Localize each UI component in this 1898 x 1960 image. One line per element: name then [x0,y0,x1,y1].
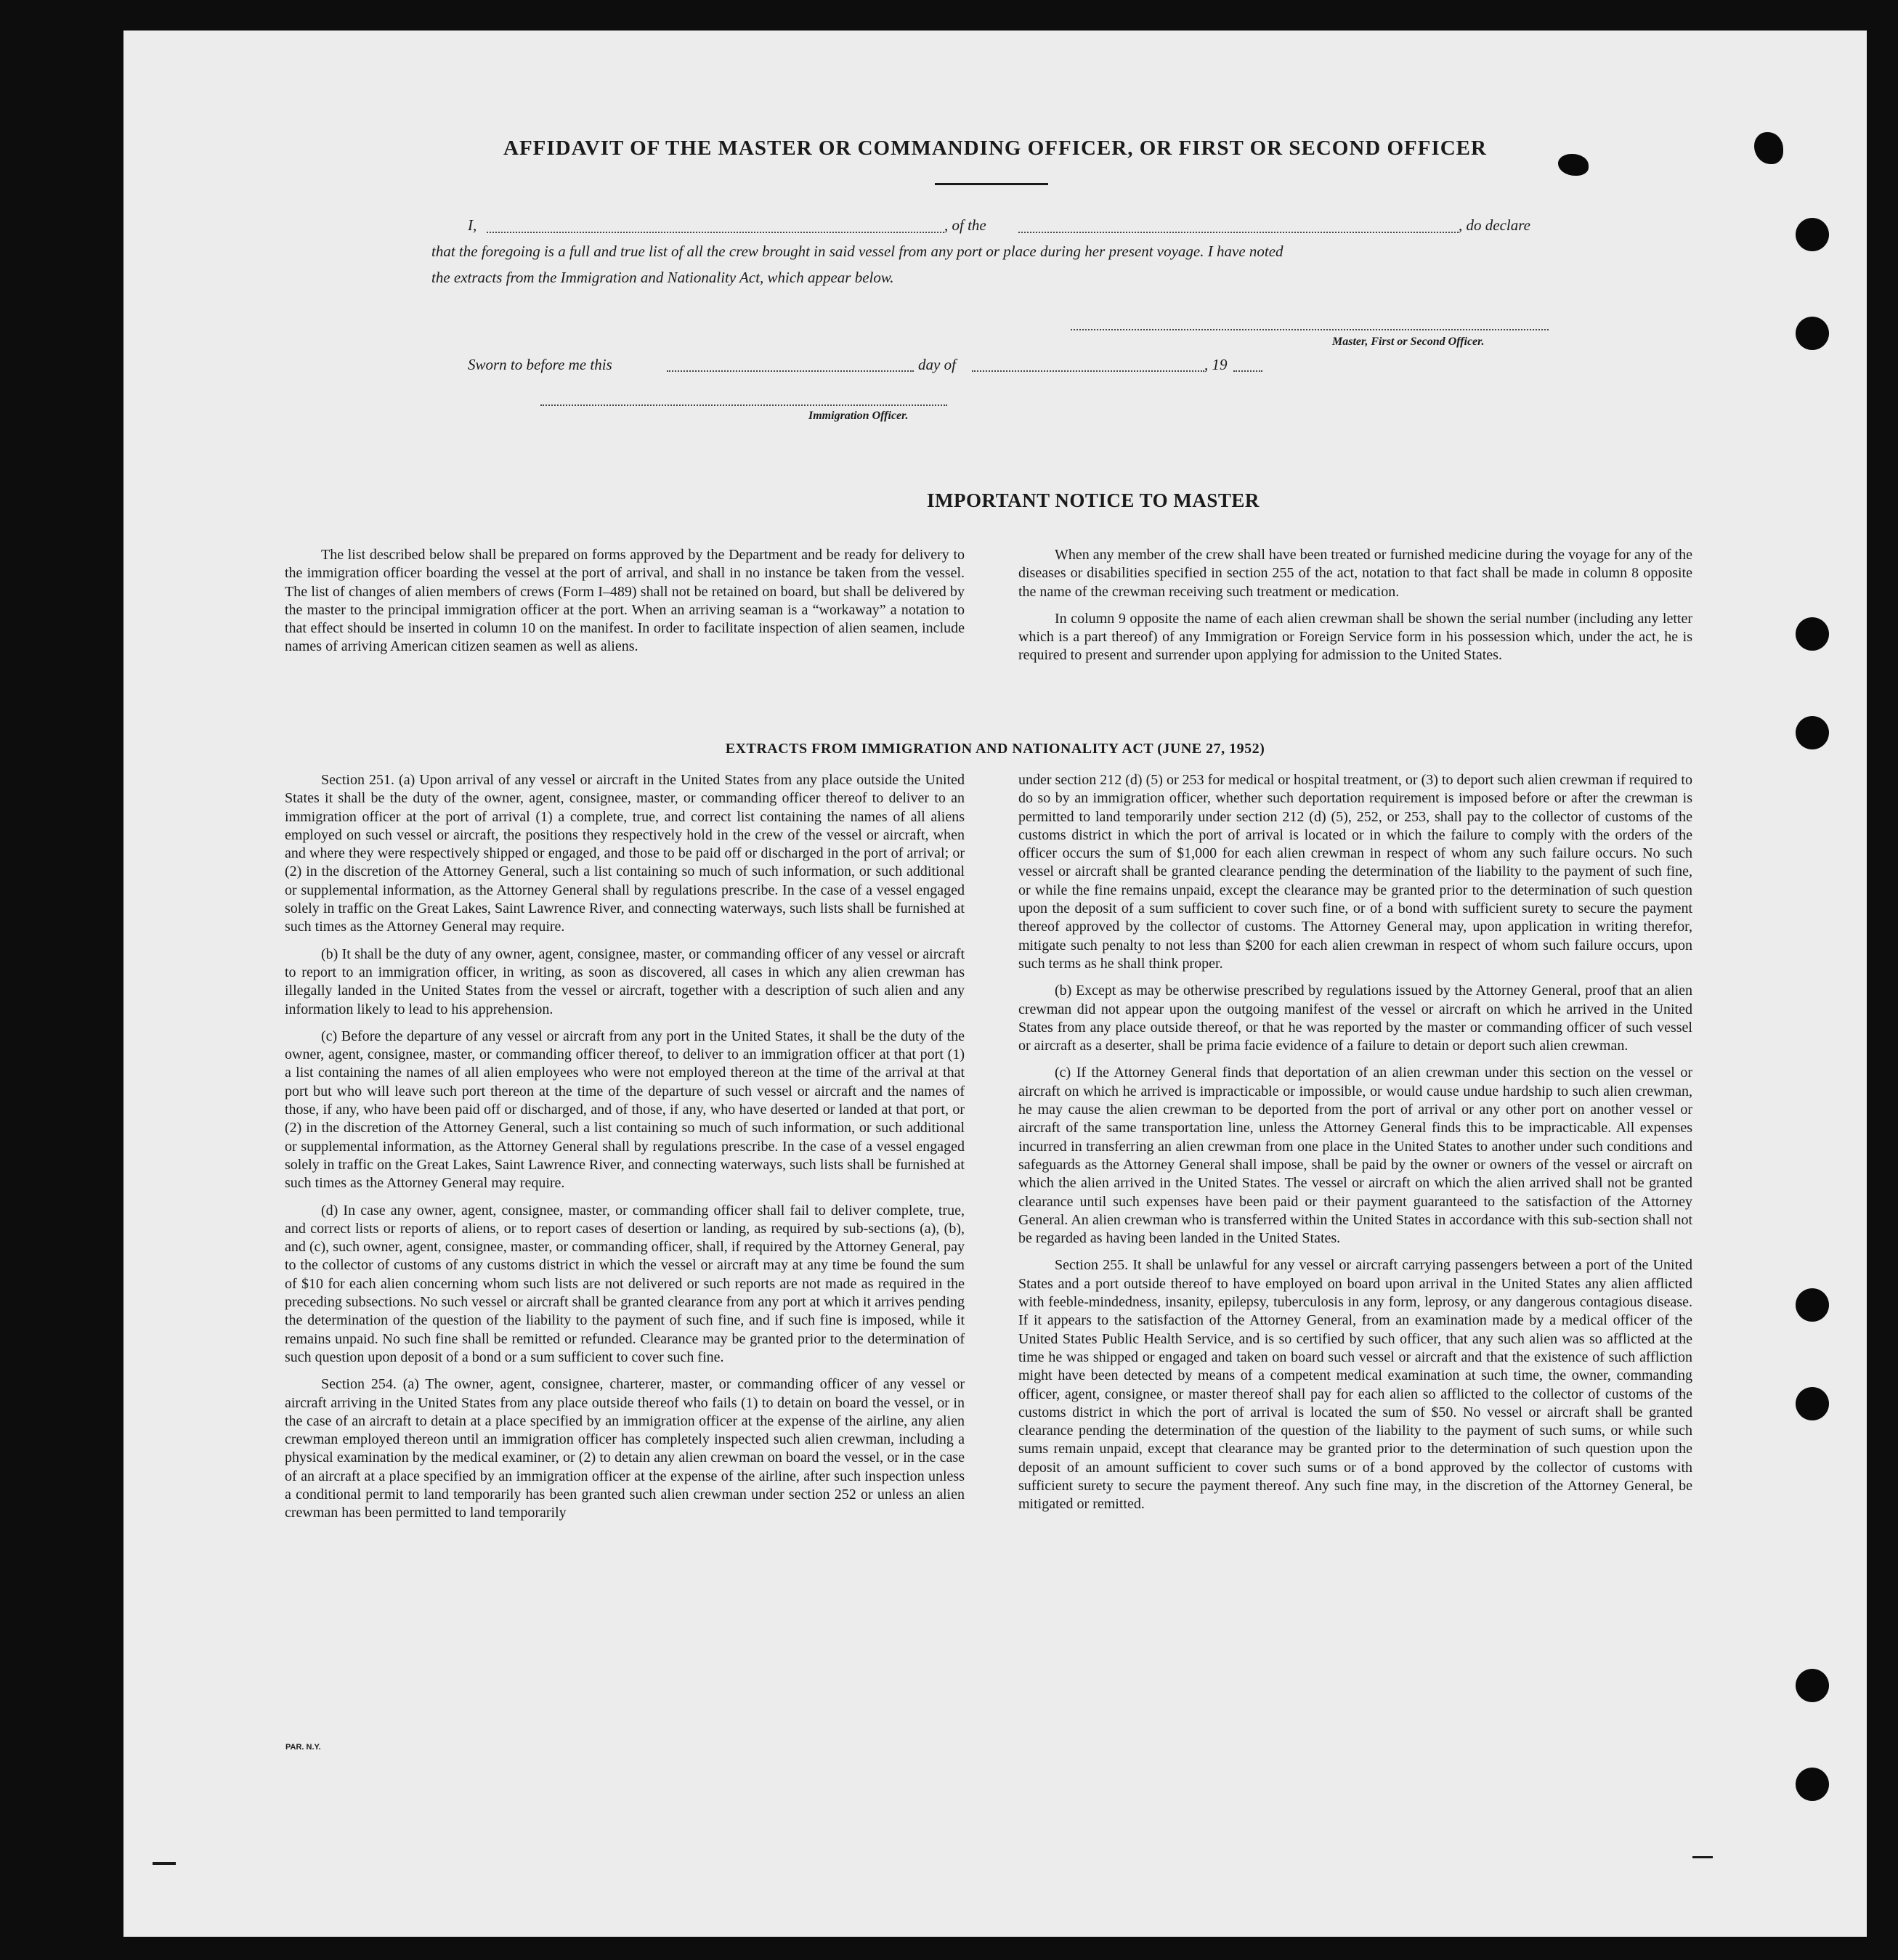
sworn-day-field[interactable] [667,370,914,372]
binder-hole [1796,1669,1829,1702]
section-paragraph: (c) Before the departure of any vessel or aircraft from any port in the United States, it shall be the duty of the owner, agent, consignee, master, or commanding officer thereof, to deliver to an immigration officer at that port (1) a list containing the names of all alien employees who were not employed thereon at the time of the arrival at that port but who will leave such port thereon at the time of the departure of such vessel or aircraft and the names of those, if any, who have been paid off or discharged, and of those, if any, who have deserted or landed at that port, or (2) in the discretion of the Attorney General, such a list containing so much of such information, or such additional or supplemental information, as the Attorney General shall by regulations prescribe. In the case of a vessel engaged solely in traffic on the Great Lakes, Saint Lawrence River, and connecting waterways, such lists shall be furnished at such times as the Attorney General may require. [285,1028,965,1192]
printer-mark: PAR. N.Y. [285,1743,321,1752]
ink-blot [1754,132,1783,164]
section-paragraph: Section 255. It shall be unlawful for any vessel or aircraft carrying passengers between a port of the United States and a port outside thereof to have employed on board upon arrival in the United States any alien afflicted with feeble-mindedness, insanity, epilepsy, tuberculosis in any form, leprosy, or any dangerous contagious disease. If it appears to the satisfaction of the Attorney General, from an examination made by a medical officer of the United States Public Health Service, and is so certified by such officer, that any such alien was so afflicted at the time he was shipped or engaged and taken on board such vessel or aircraft and that the existence of such affliction might have been detected by means of a competent medical examination at such time, the owner, commanding officer, agent, consignee, or master thereof shall pay for each alien so afflicted to the collector of customs of the customs district in which the port of arrival is located the sum of $50. No vessel or aircraft shall be granted clearance pending the determination of the question of the liability to the payment of such sums, or while such sums remain unpaid, except that clearance may be granted prior to the determination of such question upon the deposit of an amount sufficient to cover such sums or of a bond approved by the collector of customs with sufficient surety to secure the payment thereof. Any such fine may, in the discretion of the Attorney General, be mitigated or remitted. [1018,1257,1692,1513]
sworn-label: Sworn to before me this [468,356,612,373]
year-label: , 19 [1204,356,1228,373]
binder-hole [1796,317,1829,350]
section-paragraph: Section 251. (a) Upon arrival of any vessel or aircraft in the United States from any place outside the United States it shall be the duty of the owner, agent, consignee, master, or commanding officer thereof to deliver to an immigration officer at the port of arrival (1) a complete, true, and correct list containing the names of all aliens employed on such vessel or aircraft, the positions they respectively hold in the crew of the vessel or aircraft, when and where they were respectively shipped or engaged, and those to be paid off or discharged in the port of arrival; or (2) in the discretion of the Attorney General, such a list containing so much of such information, or such additional or supplemental information, as the Attorney General shall by regulations prescribe. In the case of a vessel engaged solely in traffic on the Great Lakes, Saint Lawrence River, and connecting waterways, such lists shall be furnished at such times as the Attorney General may require. [285,772,965,935]
notice-title: IMPORTANT NOTICE TO MASTER [927,489,1260,511]
notice-paragraph: In column 9 opposite the name of each alien crewman shall be shown the serial number (including any letter which is a part thereof) of any Immigration or Foreign Service form in his possession which, under the act, he is required to present and surrender upon applying for admission to the United States. [1018,610,1692,664]
section-paragraph: under section 212 (d) (5) or 253 for medical or hospital treatment, or (3) to deport such alien crewman if required to do so by an immigration officer, whether such deportation requirement is imposed before or after the crewman is permitted to land temporarily under section 212 (d) (5), 252, or 253, shall pay to the collector of customs of the customs district in which the port of arrival is located or in which the failure to comply with the orders of the officer occurs the sum of $1,000 for each alien crewman in respect of whom any such failure occurs. No such vessel or aircraft shall be granted clearance pending the determination of the liability to the payment of such fine, or while the fine remains unpaid, except the clearance may be granted prior to the determination of such question upon the deposit of a sum sufficient to cover such fine, or of a bond with sufficient surety to secure the payment thereof approved by the collector of customs. The Attorney General may, upon application in writing therefor, mitigate such penalty to not less than $200 for each alien crewman in respect of whom such failure occurs, upon such terms as he shall think proper. [1018,772,1692,972]
section-paragraph: (b) It shall be the duty of any owner, agent, consignee, master, or commanding officer of any vessel or aircraft to report to an immigration officer, in writing, as soon as discovered, all cases in which any alien crewman has illegally landed in the United States from the vessel or aircraft, together with a description of such alien and any information likely to lead to his apprehension. [285,946,965,1017]
notice-paragraph: When any member of the crew shall have been treated or furnished medicine during the voyage for any of the diseases or disabilities specified in section 255 of the act, notation to that fact shall be made in column 8 opposite the name of the crewman receiving such treatment or medication. [1018,547,1692,600]
section-paragraph: (d) In case any owner, agent, consignee, master, or commanding officer shall fail to deliver complete, true, and correct lists or reports of aliens, or to report cases of desertion or landing, as required by sub-sections (a), (b), and (c), such owner, agent, consignee, master, or commanding officer, shall, if required by the Attorney General, pay to the collector of customs of any customs district in which the vessel or aircraft may at any time be found the sum of $10 for each alien concerning whom such lists are not delivered or such reports are not made as required in the preceding subsections. No such vessel or aircraft shall be granted clearance from any port at which it arrives pending the determination of the question of the liability to the payment of such fine, and if such fine is imposed, while it remains unpaid. No such fine shall be remitted or refunded. Clearance may be granted prior to the determination of such question upon deposit of a bond or a sum sufficient to cover such fine. [285,1202,965,1365]
notice-right-column [1018,546,1692,665]
master-signature-label: Master, First or Second Officer. [1332,336,1485,348]
scan-mark [153,1862,176,1865]
declaration-do-declare: , do declare [1459,216,1530,234]
declaration-i: I, [468,216,477,234]
name-field[interactable] [487,231,944,233]
officer-signature-field[interactable] [540,404,947,406]
extracts-right-column [1018,771,1692,1514]
notice-paragraph: The list described below shall be prepared on forms approved by the Department and be ready for delivery to the immigration officer boarding the vessel at the port of arrival, and shall in no instance be taken from the vessel. The list of changes of alien members of crews (Form I–489) shall not be retained on board, but shall be delivered by the master to the principal immigration officer at the port. When an arriving seaman is a “workaway” a notation to that effect should be inserted in column 10 on the manifest. In order to facilitate inspection of alien seamen, include names of arriving American citizen seamen as well as aliens. [285,547,965,655]
affidavit-title: AFFIDAVIT OF THE MASTER OR COMMANDING OFFICER, OR FIRST OR SECOND OFFICER [503,137,1487,160]
binder-hole [1796,218,1829,251]
section-paragraph: (c) If the Attorney General finds that deportation of an alien crewman under this section on the vessel or aircraft on which he arrived is impracticable or impossible, or would cause undue hardship to such alien crewman, he may cause the alien crewman to be deported from the port of arrival or any other port on another vessel or aircraft of the same transportation line, unless the Attorney General finds this to be impracticable. All expenses incurred in transferring an alien crewman from one place in the United States to another under such conditions and safeguards as the Attorney General shall impose, shall be paid by the owner or owners of the vessel or aircraft on which the alien arrived in the United States. The vessel or aircraft on which the alien arrived shall not be granted clearance until such expenses have been paid or their payment guaranteed to the satisfaction of the Attorney General. An alien crewman who is transferred within the United States in accordance with this sub-section shall not be regarded as having been landed in the United States. [1018,1065,1692,1247]
year-field[interactable] [1233,370,1262,372]
extracts-title: EXTRACTS FROM IMMIGRATION AND NATIONALITY ACT (JUNE 27, 1952) [725,741,1265,757]
declaration-line-3: the extracts from the Immigration and Nationality Act, which appear below. [431,269,894,286]
declaration-line-2: that the foregoing is a full and true list of all the crew brought in said vessel from any port or place during her present voyage. I have noted [431,243,1283,260]
officer-signature-label: Immigration Officer. [808,410,909,422]
binder-hole [1796,1387,1829,1420]
notice-left-column [285,546,965,656]
declaration-of-the: , of the [944,216,986,234]
day-of-label: day of [918,356,956,373]
section-paragraph: Section 254. (a) The owner, agent, consignee, charterer, master, or commanding officer of any vessel or aircraft arriving in the United States from any place outside thereof who fails (1) to detain on board the vessel, or in the case of an aircraft to detain at a place specified by an immigration officer at the expense of the airline, any alien crewman employed thereon until an immigration officer has completely inspected such alien crewman, including a physical examination by the medical examiner, or (2) to detain any alien crewman on board the vessel, or in the case of an aircraft at a place specified by an immigration officer at the expense of the airline, after such inspection unless a conditional permit to land temporarily has been granted such alien crewman under section 252 or unless an alien crewman has been permitted to land temporarily [285,1376,965,1521]
binder-hole [1796,1288,1829,1322]
section-paragraph: (b) Except as may be otherwise prescribed by regulations issued by the Attorney General, proof that an alien crewman did not appear upon the outgoing manifest of the vessel or aircraft on which he arrived in the United States from any place outside thereof, or that he was reported by the master or commanding officer of such vessel or aircraft as a deserter, shall be prima facie evidence of a failure to detain or deport such alien crewman. [1018,983,1692,1054]
binder-hole [1796,617,1829,651]
scan-mark [1692,1856,1713,1858]
sworn-month-field[interactable] [972,370,1204,372]
document-page [123,31,1867,1937]
binder-hole [1796,1768,1829,1801]
extracts-left-column [285,771,965,1523]
master-signature-field[interactable] [1071,328,1549,330]
vessel-field[interactable] [1018,231,1459,233]
title-rule [935,183,1048,185]
binder-hole [1796,716,1829,749]
